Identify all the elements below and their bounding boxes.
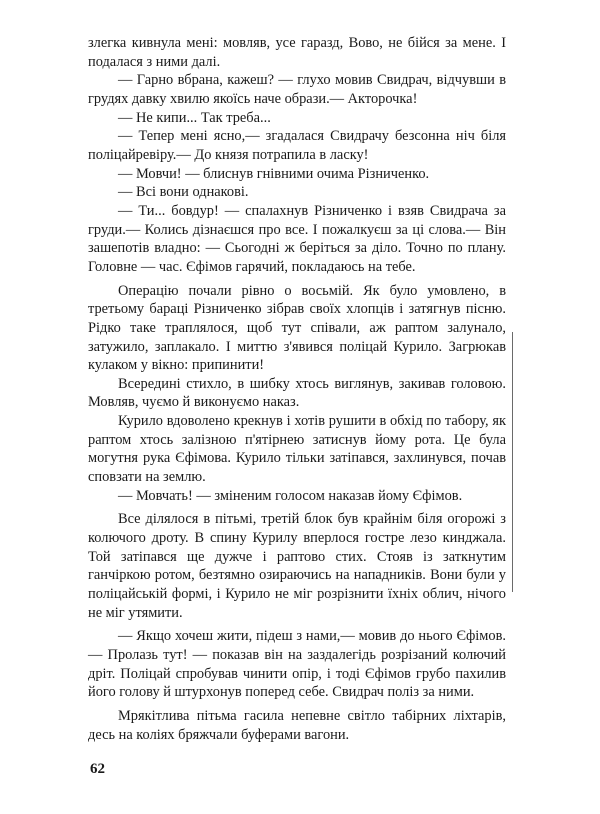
paragraph: Курило вдоволено крекнув і хотів рушити в обхід по табору, як раптом хтось залізною п'ятірнею затиснув йому рота. Це була могутня рука Єфімова. Курило тільки затіпався, захлинувся, почав сповзати на землю. <box>88 413 506 486</box>
paragraph: Всередині стихло, в шибку хтось виглянув, закивав головою. Мовляв, чуємо й виконуємо наказ. <box>88 375 506 411</box>
scan-edge-line <box>512 332 513 592</box>
paragraph: — Всі вони однакові. <box>118 184 249 201</box>
paragraph: злегка кивнула мені: мовляв, усе гаразд, Вово, не бійся за мене. І подалася з ними далі. <box>88 35 506 70</box>
page-text <box>88 34 506 744</box>
paragraph: — Гарно вбрана, кажеш? — глухо мовив Свидрач, відчувши в грудях давку хвилю якоїсь наче образи.— Акторочка! <box>88 72 506 107</box>
page-number: 62 <box>90 761 105 777</box>
paragraph: — Мовчать! — зміненим голосом наказав йому Єфімов. <box>118 487 463 504</box>
paragraph: Мрякітлива пітьма гасила непевне світло табірних ліхтарів, десь на коліях бряжчали буферами вагони. <box>88 707 506 743</box>
paragraph: Все ділялося в пітьмі, третій блок був крайнім біля огорожі з колючого дроту. В спину Курилу вперлося гостре лезо кинджала. Той затіпався ще дужче і раптово стих. Стояв із заткнутим ганчіркою ротом, безтямно озираючись на нападників. Вони були у поліцайській формі, і Курило не міг розрізнити їхніх облич, нічого не міг утямити. <box>88 511 506 621</box>
paragraph: — Мовчи! — блиснув гнівними очима Різниченко. <box>118 165 430 182</box>
paragraph: — Ти... бовдур! — спалахнув Різниченко і взяв Свидрача за груди.— Колись дізнаєшся про все. І пожалкуєш за ці слова.— Він зашепотів владно: — Сьогодні ж беріться за діло. Точно по плану. Головне — час. Єфімов гарячий, покладаюсь на тебе. <box>88 202 506 275</box>
paragraph: — Тепер мені ясно,— згадалася Свидрачу безсонна ніч біля поліцайревіру.— До князя потрапила в ласку! <box>88 128 506 163</box>
paragraph: — Якщо хочеш жити, підеш з нами,— мовив до нього Єфімов.— Пролазь тут! — показав він на заздалегідь розрізаний колючий дріт. Поліцай спробував чинити опір, і тоді Єфімов грубо пахилив його голову й штурхонув поперед себе. Свидрач поліз за ними. <box>88 628 506 701</box>
paragraph: — Не кипи... Так треба... <box>118 109 271 126</box>
paragraph: Операцію почали рівно о восьмій. Як було умовлено, в третьому бараці Різниченко зібрав своїх хлопців і затягнув пісню. Рідко таке траплялося, щоб тут співали, аж раптом залунало, затужило, заплакало. І миттю з'явився поліцай Курило. Загрюкав кулаком у вікно: припинити! <box>88 282 506 374</box>
